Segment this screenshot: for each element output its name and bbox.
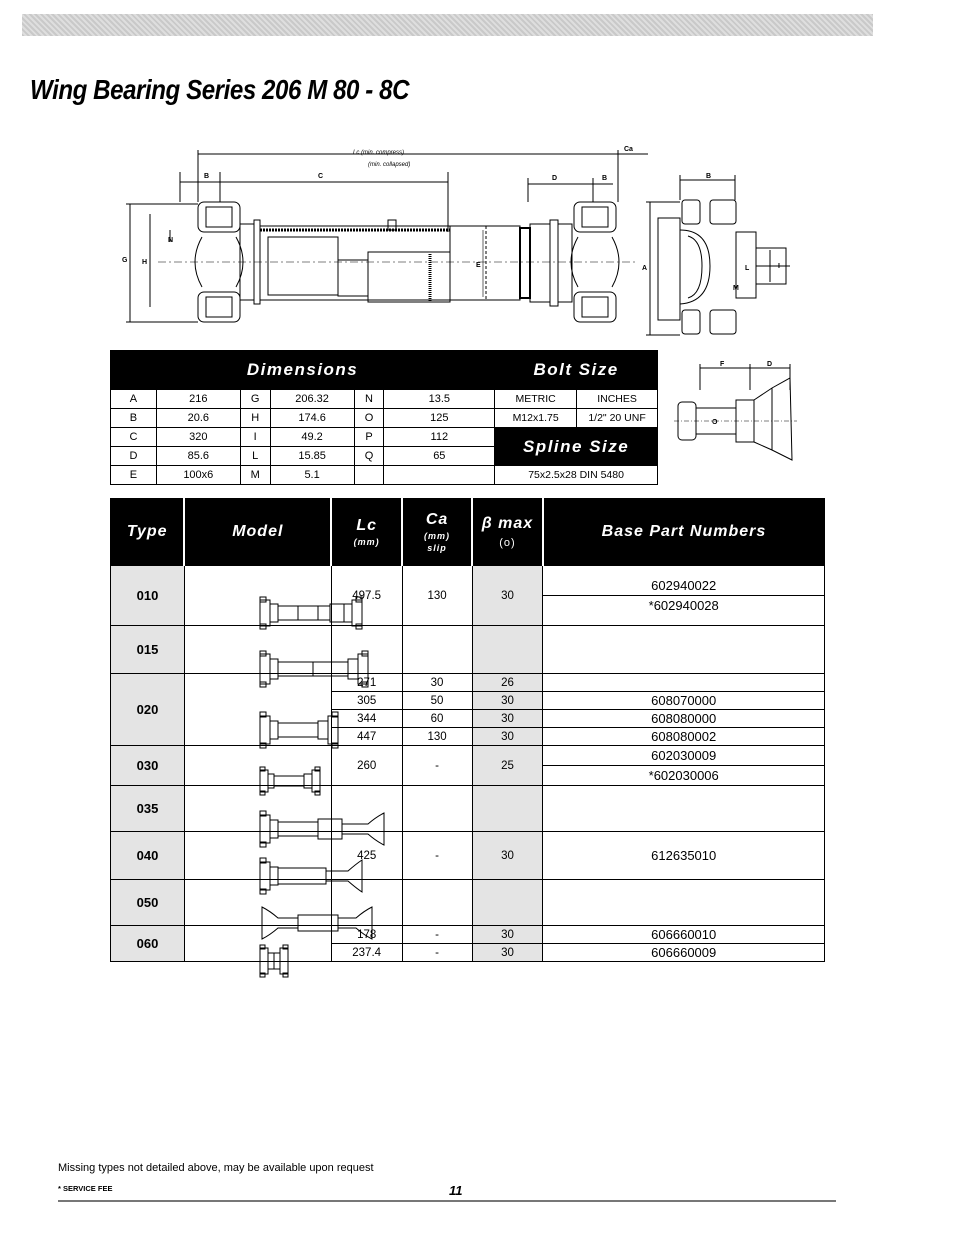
lc-cell: 271 (331, 674, 402, 692)
lc-label-1: Lc (min. compress) (353, 150, 405, 156)
type-cell: 035 (111, 786, 185, 832)
page-title: Wing Bearing Series 206 M 80 - 8C (30, 74, 410, 105)
dim-key: P (354, 428, 384, 447)
ca-cell: - (402, 746, 472, 786)
flange-detail-drawing (672, 360, 802, 465)
label-b-left: B (204, 173, 210, 180)
part-number-cell (543, 944, 825, 962)
ca-cell: 130 (402, 566, 472, 626)
part-number-cell (543, 746, 825, 786)
dim-key: A (111, 390, 157, 409)
part-number-cell (543, 566, 825, 626)
lc-cell: 425 (331, 832, 402, 880)
dimensions-table (110, 350, 658, 485)
part-number-cell (543, 926, 825, 944)
spline-size-header: Spline Size (495, 428, 658, 466)
label-h: H (142, 259, 148, 266)
part-number: *602030006 (648, 768, 719, 783)
dim-value: 112 (384, 428, 495, 447)
part-number: 608070000 (651, 693, 717, 708)
dim-key (354, 466, 384, 485)
dim-key: B (111, 409, 157, 428)
type-cell: 030 (111, 746, 185, 786)
lc-label-2: (min. collapsed) (368, 162, 411, 168)
part-number-cell (543, 832, 825, 880)
dim-value: 320 (156, 428, 240, 447)
model-shaft-compact-icon (184, 746, 331, 786)
dim-row (111, 390, 658, 409)
shaft-side-view-drawing (118, 142, 658, 342)
lc-cell: 497.5 (331, 566, 402, 626)
type-cell: 040 (111, 832, 185, 880)
lc-cell: 305 (331, 692, 402, 710)
lc-cell: 178 (331, 926, 402, 944)
type-cell: 060 (111, 926, 185, 962)
bolt-inches-label: INCHES (577, 390, 658, 409)
dimensions-header: Dimensions (111, 351, 495, 390)
part-number: 608080000 (651, 711, 717, 726)
label-i: I (778, 263, 780, 270)
beta-cell: 25 (472, 746, 543, 786)
ca-cell (402, 786, 472, 832)
dim-key: L (240, 447, 270, 466)
ca-cell: 130 (402, 728, 472, 746)
type-cell: 050 (111, 880, 185, 926)
label-d: D (552, 175, 558, 182)
dim-value: 85.6 (156, 447, 240, 466)
footnote: Missing types not detailed above, may be available upon request (58, 1162, 374, 1174)
beta-cell: 30 (472, 728, 543, 746)
dim-key: C (111, 428, 157, 447)
spline-size-value: 75x2.5x28 DIN 5480 (495, 466, 658, 485)
label-b-right: B (602, 175, 608, 182)
label-c: C (318, 173, 324, 180)
dim-key: Q (354, 447, 384, 466)
bolt-size-header: Bolt Size (495, 351, 658, 390)
beta-cell: 30 (472, 710, 543, 728)
table-row (111, 832, 825, 880)
type-cell: 010 (111, 566, 185, 626)
dim-row (111, 466, 658, 485)
dim-key: G (240, 390, 270, 409)
label-b-end: B (706, 173, 712, 180)
part-number-cell (543, 674, 825, 692)
shaft-end-view-drawing (640, 170, 800, 340)
col-type: Type (111, 499, 185, 566)
label-m: M (733, 285, 739, 292)
part-number: *602940028 (648, 598, 719, 613)
ca-cell: - (402, 832, 472, 880)
part-number-cell (543, 880, 825, 926)
dim-value (384, 466, 495, 485)
col-beta-max: β max (o) (472, 499, 543, 566)
dim-value: 65 (384, 447, 495, 466)
table-row (111, 746, 825, 786)
col-model: Model (184, 499, 331, 566)
label-a: A (642, 265, 648, 272)
table-row (111, 880, 825, 926)
dim-value: 49.2 (270, 428, 354, 447)
part-number: 606660010 (651, 927, 717, 942)
part-number-cell (543, 626, 825, 674)
dim-value: 20.6 (156, 409, 240, 428)
part-number-cell (543, 692, 825, 710)
ca-cell: - (402, 944, 472, 962)
part-number: 612635010 (651, 848, 717, 863)
type-cell: 020 (111, 674, 185, 746)
service-fee-note: * SERVICE FEE (58, 1184, 113, 1193)
dim-key: H (240, 409, 270, 428)
ca-cell (402, 626, 472, 674)
beta-cell (472, 880, 543, 926)
table-row (111, 786, 825, 832)
dim-key: D (111, 447, 157, 466)
label-n: N (168, 237, 174, 244)
label-g: G (122, 257, 128, 264)
label-d-flange: D (767, 361, 773, 368)
beta-cell: 26 (472, 674, 543, 692)
beta-cell: 30 (472, 566, 543, 626)
dim-key: O (354, 409, 384, 428)
part-number: 608080002 (651, 729, 717, 744)
beta-cell: 30 (472, 926, 543, 944)
beta-cell: 30 (472, 692, 543, 710)
type-cell: 015 (111, 626, 185, 674)
part-number: 602940022 (543, 576, 824, 596)
dim-value: 5.1 (270, 466, 354, 485)
model-shaft-flange-both-icon (184, 566, 331, 626)
lc-cell: 237.4 (331, 944, 402, 962)
dim-row (111, 428, 658, 447)
dim-value: 13.5 (384, 390, 495, 409)
lc-cell: 447 (331, 728, 402, 746)
dim-value: 15.85 (270, 447, 354, 466)
dim-key: E (111, 466, 157, 485)
dim-key: N (354, 390, 384, 409)
ca-cell: 60 (402, 710, 472, 728)
dim-value: 216 (156, 390, 240, 409)
beta-cell: 30 (472, 832, 543, 880)
label-f: F (720, 361, 725, 368)
ca-cell: 50 (402, 692, 472, 710)
beta-cell (472, 626, 543, 674)
part-number-cell (543, 786, 825, 832)
dim-row (111, 409, 658, 428)
ca-cell: - (402, 926, 472, 944)
part-number: 602030009 (543, 746, 824, 766)
label-o: O (712, 419, 718, 426)
bolt-inches-value: 1/2" 20 UNF (577, 409, 658, 428)
dim-key: I (240, 428, 270, 447)
page-number: 11 (449, 1183, 463, 1198)
bolt-metric-value: M12x1.75 (495, 409, 577, 428)
col-lc: Lc (mm) (331, 499, 402, 566)
lc-cell: 260 (331, 746, 402, 786)
header-bar (22, 14, 873, 36)
beta-cell (472, 786, 543, 832)
ca-cell: 30 (402, 674, 472, 692)
footer-rule (58, 1200, 836, 1202)
beta-cell: 30 (472, 944, 543, 962)
part-number-cell (543, 728, 825, 746)
part-number: 606660009 (651, 945, 717, 960)
ca-cell (402, 880, 472, 926)
dim-value: 174.6 (270, 409, 354, 428)
dim-value: 125 (384, 409, 495, 428)
table-row (111, 626, 825, 674)
col-ca: Ca (mm) slip (402, 499, 472, 566)
table-row (111, 566, 825, 626)
label-ca: Ca (624, 146, 633, 153)
lc-cell: 344 (331, 710, 402, 728)
label-l: L (745, 265, 750, 272)
table-row (111, 926, 825, 944)
type-table (110, 498, 825, 962)
part-number-cell (543, 710, 825, 728)
dim-value: 100x6 (156, 466, 240, 485)
dim-value: 206.32 (270, 390, 354, 409)
bolt-metric-label: METRIC (495, 390, 577, 409)
col-base-part-numbers: Base Part Numbers (543, 499, 825, 566)
label-e: E (476, 262, 481, 269)
table-row (111, 674, 825, 692)
model-shaft-flange-long-icon (184, 626, 331, 674)
dim-key: M (240, 466, 270, 485)
